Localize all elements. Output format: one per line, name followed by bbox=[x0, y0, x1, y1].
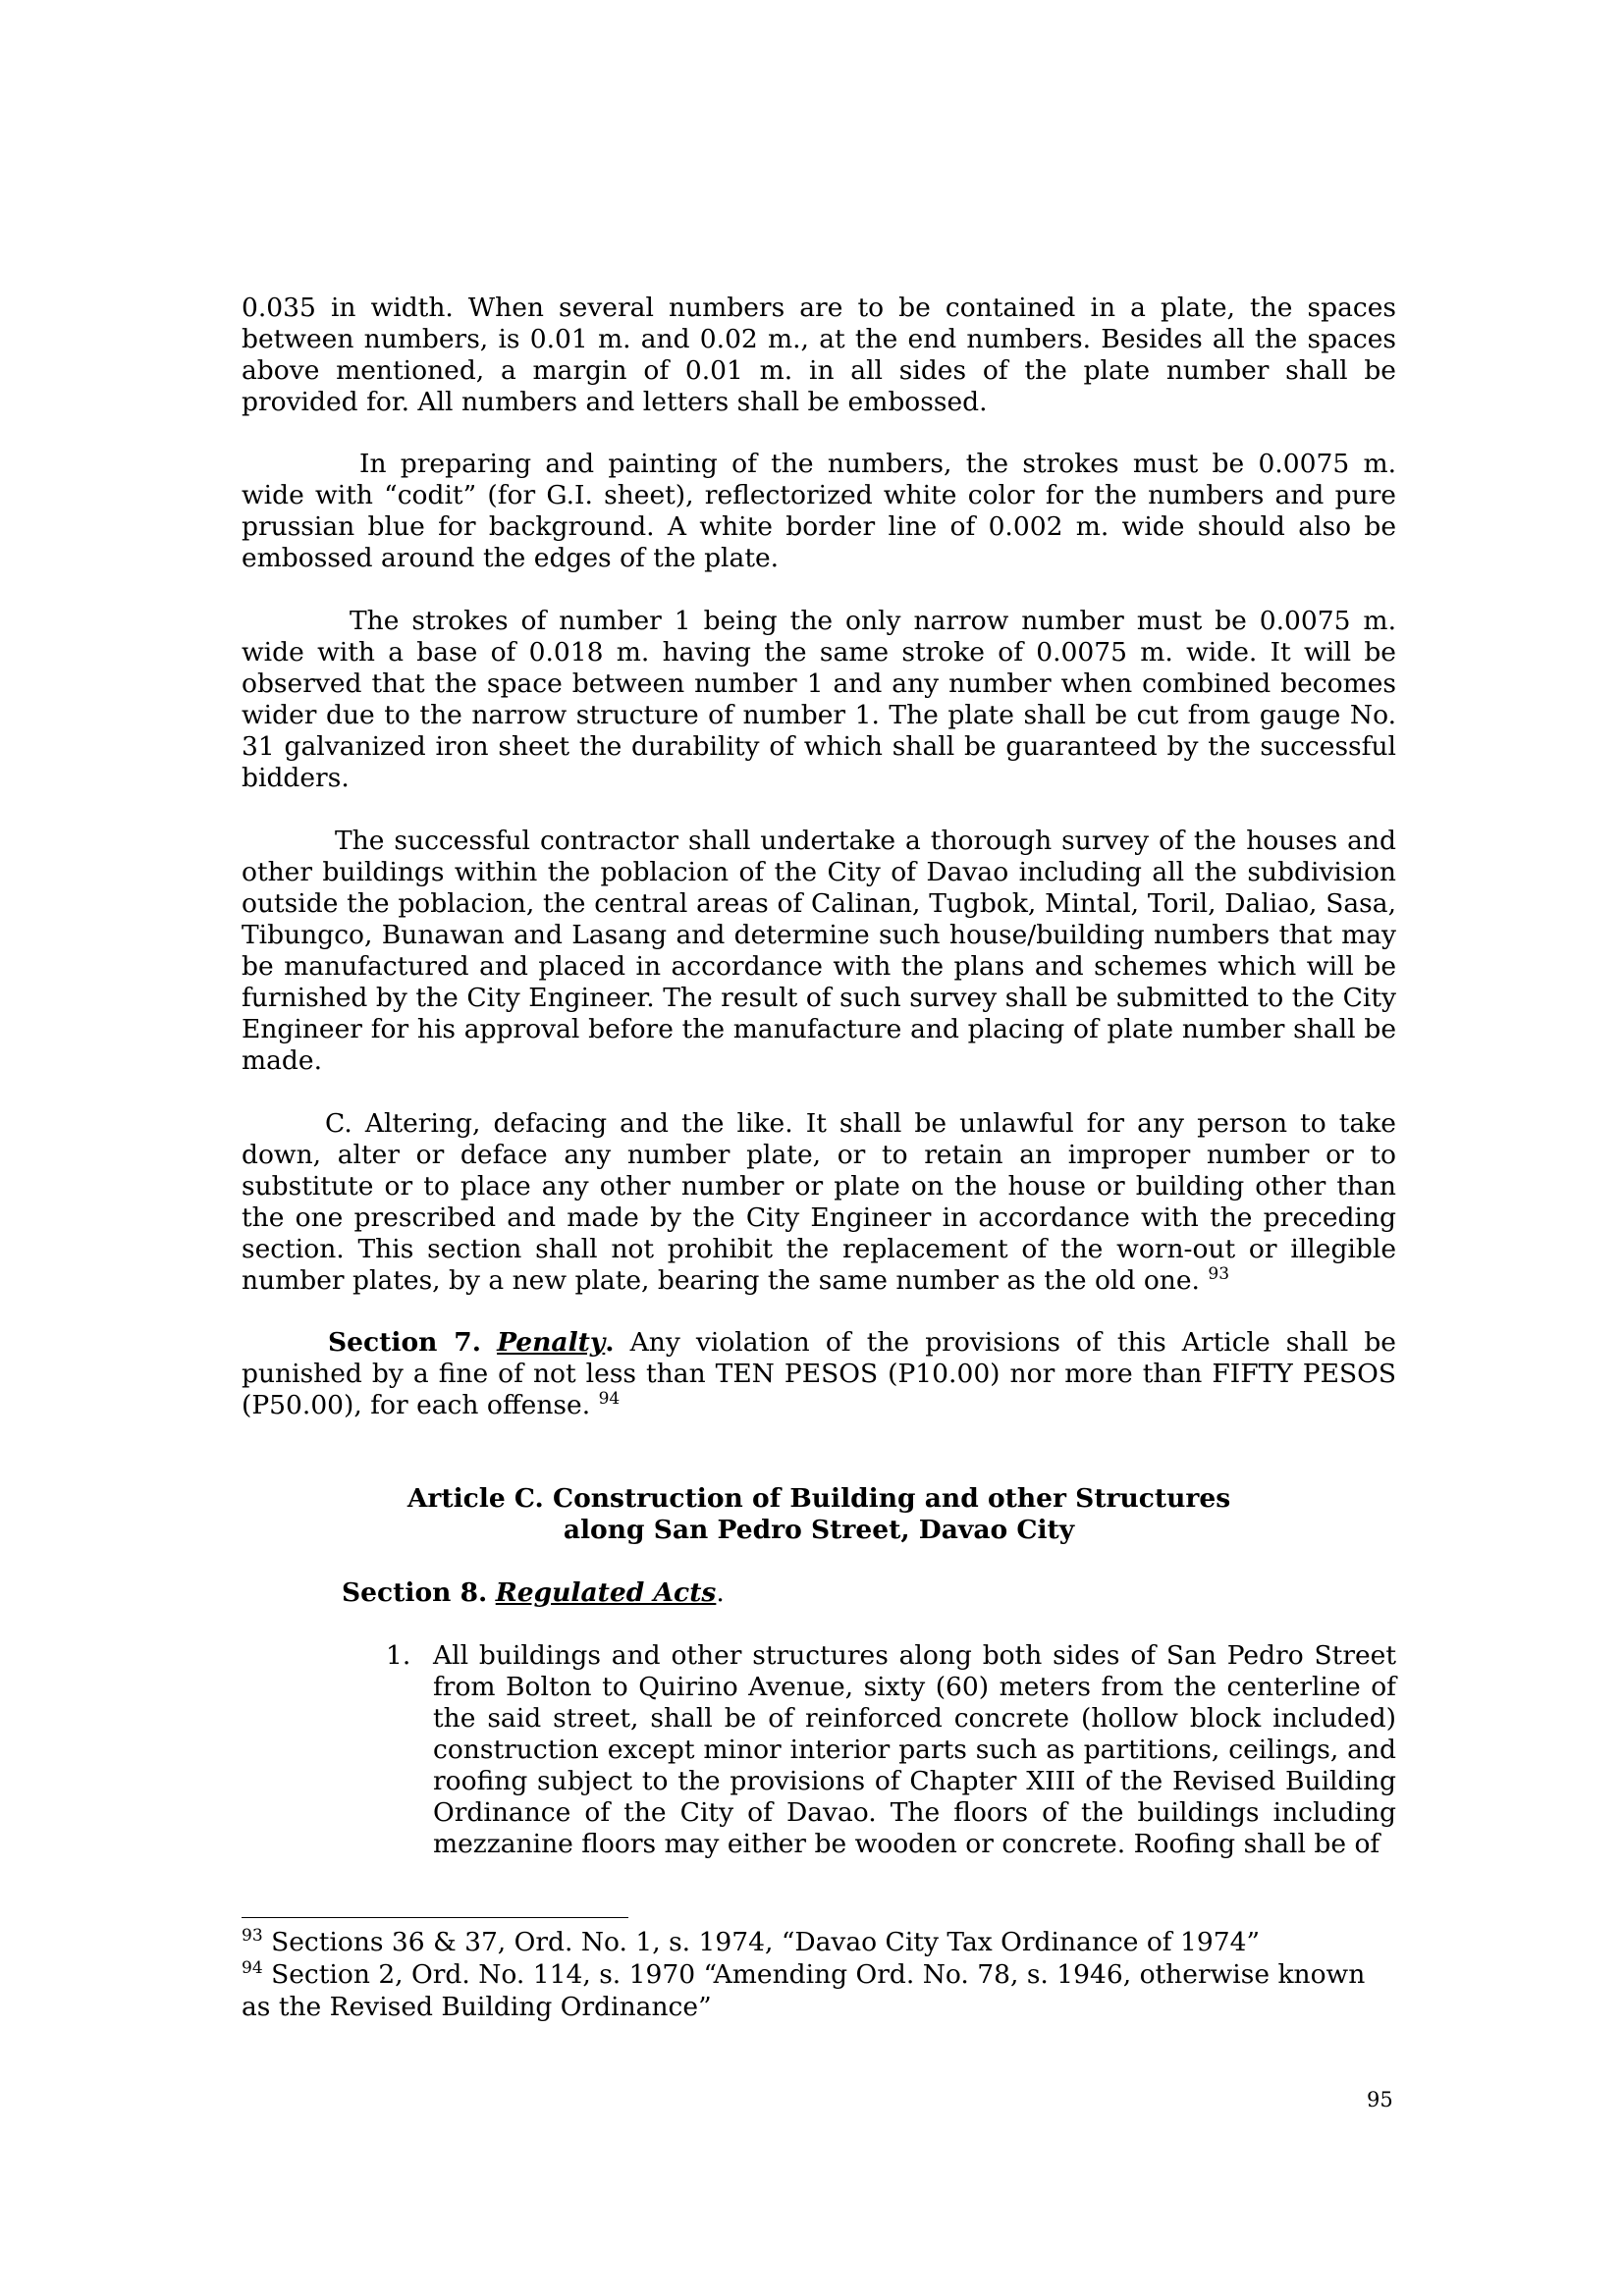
section-8-title: Regulated Acts bbox=[495, 1577, 717, 1608]
section-7-label: Section 7. bbox=[328, 1327, 481, 1358]
footnote-ref-93: 93 bbox=[1208, 1264, 1230, 1284]
footnote-93-text: Sections 36 & 37, Ord. No. 1, s. 1974, “Davao City Tax Ordinance of 1974” bbox=[271, 1927, 1261, 1957]
paragraph-altering-defacing-text: C. Altering, defacing and the like. It shall be unlawful for any person to take down, alter or deface any number plate, or to retain an improper number or to substitute or to place any other number or plate on the house or building other than the one prescribed and made by the City Engineer in accordance with the preceding section. This section shall not prohibit the replacement of the worn-out or illegible number plates, by a new plate, bearing the same number as the old one. bbox=[242, 1108, 1396, 1296]
list-item-number: 1. bbox=[386, 1640, 411, 1671]
paragraph-number-one-strokes: The strokes of number 1 being the only narrow number must be 0.0075 m. wide with a base of 0.018 m. having the same stroke of 0.0075 m. wide. It will be observed that the space between number 1 and any number when combined becomes wider due to the narrow structure of number 1. The plate shall be cut from gauge No. 31 galvanized iron sheet the durability of which shall be guaranteed by the successful bidders. bbox=[242, 606, 1396, 793]
section-8-label: Section 8. bbox=[342, 1577, 488, 1608]
footnote-94-number: 94 bbox=[242, 1958, 263, 1978]
footnote-93-number: 93 bbox=[242, 1926, 263, 1946]
section-8-heading bbox=[342, 1577, 725, 1609]
paragraph-plate-spacing: 0.035 in width. When several numbers are to be contained in a plate, the spaces between numbers, is 0.01 m. and 0.02 m., at the end numbers. Besides all the spaces above mentioned, a margin of 0.01 m. in all sides of the plate number shall be provided for. All numbers and letters shall be embossed. bbox=[242, 293, 1396, 417]
article-heading-line-2: along San Pedro Street, Davao City bbox=[563, 1515, 1075, 1545]
paragraph-contractor-survey bbox=[242, 826, 1396, 1077]
paragraph-contractor-survey-text: The successful contractor shall undertake a thorough survey of the houses and other buildings within the poblacion of the City of Davao including all the subdivision outside the poblacion, the central areas of Calinan, Tugbok, Mintal, Toril, Daliao, Sasa, Tibungco, Bunawan and Lasang and determine such house/building numbers that may be manufactured and placed in accordance with the plans and schemes which will be furnished by the City Engineer. The result of such survey shall be submitted to the City Engineer for his approval before the manufacture and placing of plate number shall be made. bbox=[242, 826, 1396, 1076]
section-7-title: Penalty bbox=[497, 1327, 606, 1358]
section-7-period: . bbox=[605, 1327, 615, 1358]
section-7-penalty bbox=[242, 1327, 1396, 1421]
section-8-period: . bbox=[716, 1577, 725, 1608]
footnote-94 bbox=[242, 1958, 1396, 2023]
page-number: 95 bbox=[1367, 2088, 1393, 2111]
footnote-93 bbox=[242, 1926, 1396, 1958]
footnote-ref-94: 94 bbox=[598, 1389, 621, 1409]
list-item-text: All buildings and other structures along both sides of San Pedro Street from Bolton to Quirino Avenue, sixty (60) meters from the centerline of the said street, shall be of reinforced concrete (hollow block included) construction except minor interior parts such as partitions, ceilings, and roofing subject to the provisions of Chapter XIII of the Revised Building Ordinance of the City of Davao. The floors of the buildings including mezzanine floors may either be wooden or concrete. Roofing shall be of bbox=[433, 1640, 1396, 1859]
article-heading-line-1: Article C. Construction of Building and other Structures bbox=[406, 1483, 1231, 1514]
paragraph-painting-numbers: In preparing and painting of the numbers, the strokes must be 0.0075 m. wide with “codit” (for G.I. sheet), reflectorized white color for the numbers and pure prussian blue for background. A white border line of 0.002 m. wide should also be embossed around the edges of the plate. bbox=[242, 449, 1396, 573]
footnote-94-text: Section 2, Ord. No. 114, s. 1970 “Amending Ord. No. 78, s. 1946, otherwise known as the Revised Building Ordinance” bbox=[242, 1959, 1366, 2022]
paragraph-altering-defacing bbox=[242, 1108, 1396, 1297]
section-7-text: Any violation of the provisions of this Article shall be punished by a fine of not less than TEN PESOS (P10.00) nor more than FIFTY PESOS (P50.00), for each offense. bbox=[242, 1327, 1396, 1420]
footnote-separator bbox=[242, 1917, 628, 1918]
